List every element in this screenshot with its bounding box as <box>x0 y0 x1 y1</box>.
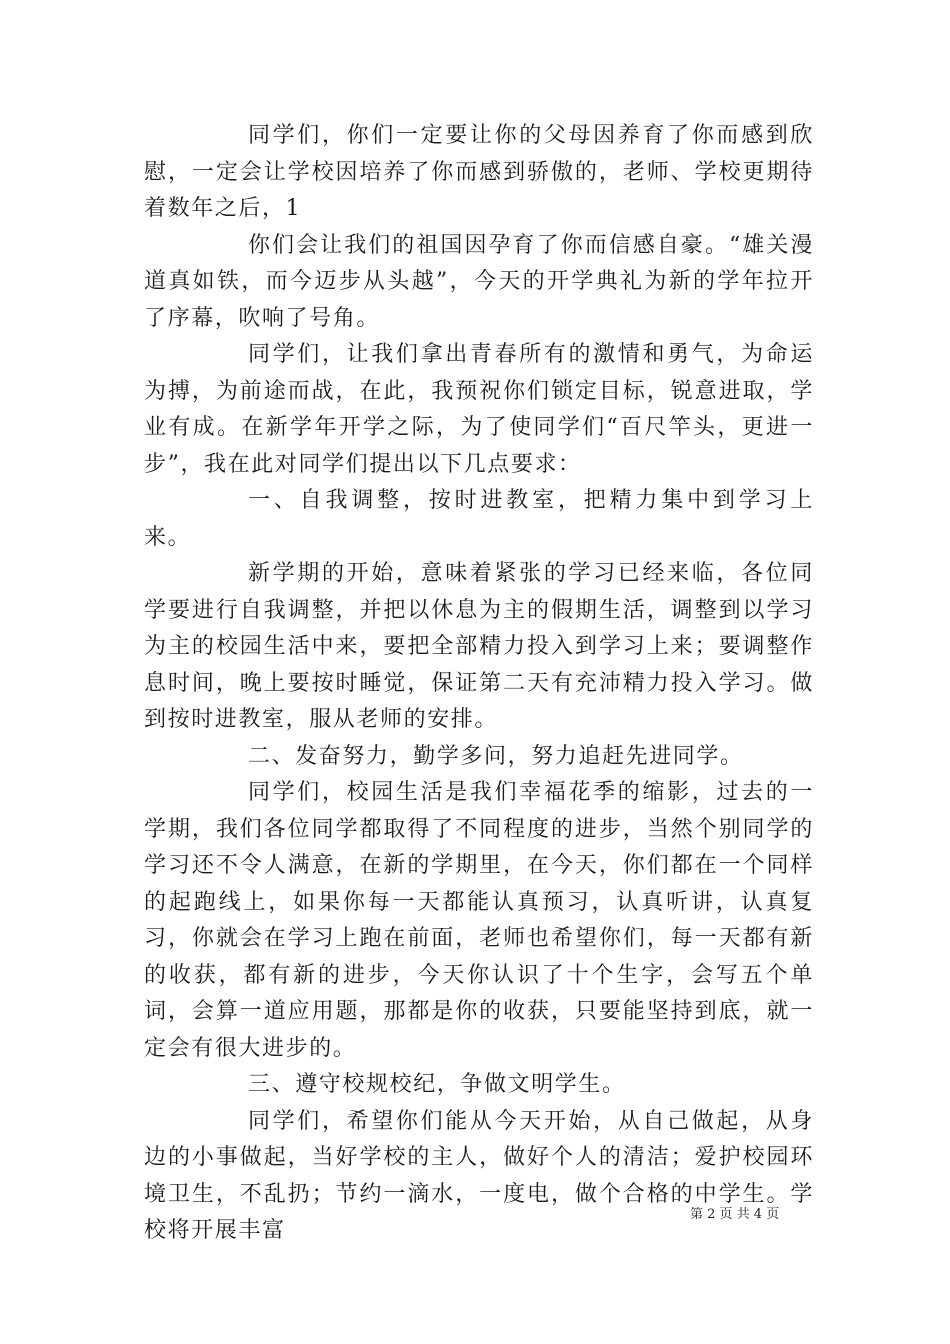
section-heading-1: 一、自我调整，按时进教室，把精力集中到学习上来。 <box>144 488 814 550</box>
section-heading-3: 三、遵守校规校纪，争做文明学生。 <box>248 1072 626 1097</box>
document-body <box>144 118 814 1250</box>
paragraph-5: 同学们，校园生活是我们幸福花季的缩影，过去的一学期，我们各位同学都取得了不同程度的进步，当然个别同学的学习还不令人满意，在新的学期里，在今天，你们都在一个同样的起跑线上，如果你每一天都能认真预习，认真听讲，认真复习，你就会在学习上跑在前面，老师也希望你们，每一天都有新的收获，都有新的进步，今天你认识了十个生字，会写五个单词，会算一道应用题，那都是你的收获，只要能坚持到底，就一定会有很大进步的。 <box>144 780 814 1061</box>
page-number-footer: 第 2 页 共 4 页 <box>690 1207 780 1222</box>
paragraph-1: 同学们，你们一定要让你的父母因养育了你而感到欣慰，一定会让学校因培养了你而感到骄傲的，老师、学校更期待着数年之后，1 <box>144 123 814 221</box>
paragraph-3: 同学们，让我们拿出青春所有的激情和勇气，为命运为搏，为前途而战，在此，我预祝你们锁定目标，锐意进取，学业有成。在新学年开学之际，为了使同学们“百尺竿头，更进一步”，我在此对同学们提出以下几点要求： <box>144 342 814 477</box>
section-heading-2: 二、发奋努力，勤学多问，努力追赶先进同学。 <box>248 743 744 769</box>
paragraph-2: 你们会让我们的祖国因孕育了你而信感自豪。“雄关漫道真如铁，而今迈步从头越”，今天的开学典礼为新的学年拉开了序幕，吹响了号角。 <box>144 232 814 331</box>
paragraph-4: 新学期的开始，意味着紧张的学习已经来临，各位同学要进行自我调整，并把以休息为主的假期生活，调整到以学习为主的校园生活中来，要把全部精力投入到学习上来；要调整作息时间，晚上要按时睡觉，保证第二天有充沛精力投入学习。做到按时进教室，服从老师的安排。 <box>144 561 814 732</box>
paragraph-6: 同学们，希望你们能从今天开始，从自己做起，从身边的小事做起，当好学校的主人，做好个人的清洁；爱护校园环境卫生，不乱扔；节约一滴水，一度电，做个合格的中学生。学校将开展丰富 <box>144 1108 814 1243</box>
